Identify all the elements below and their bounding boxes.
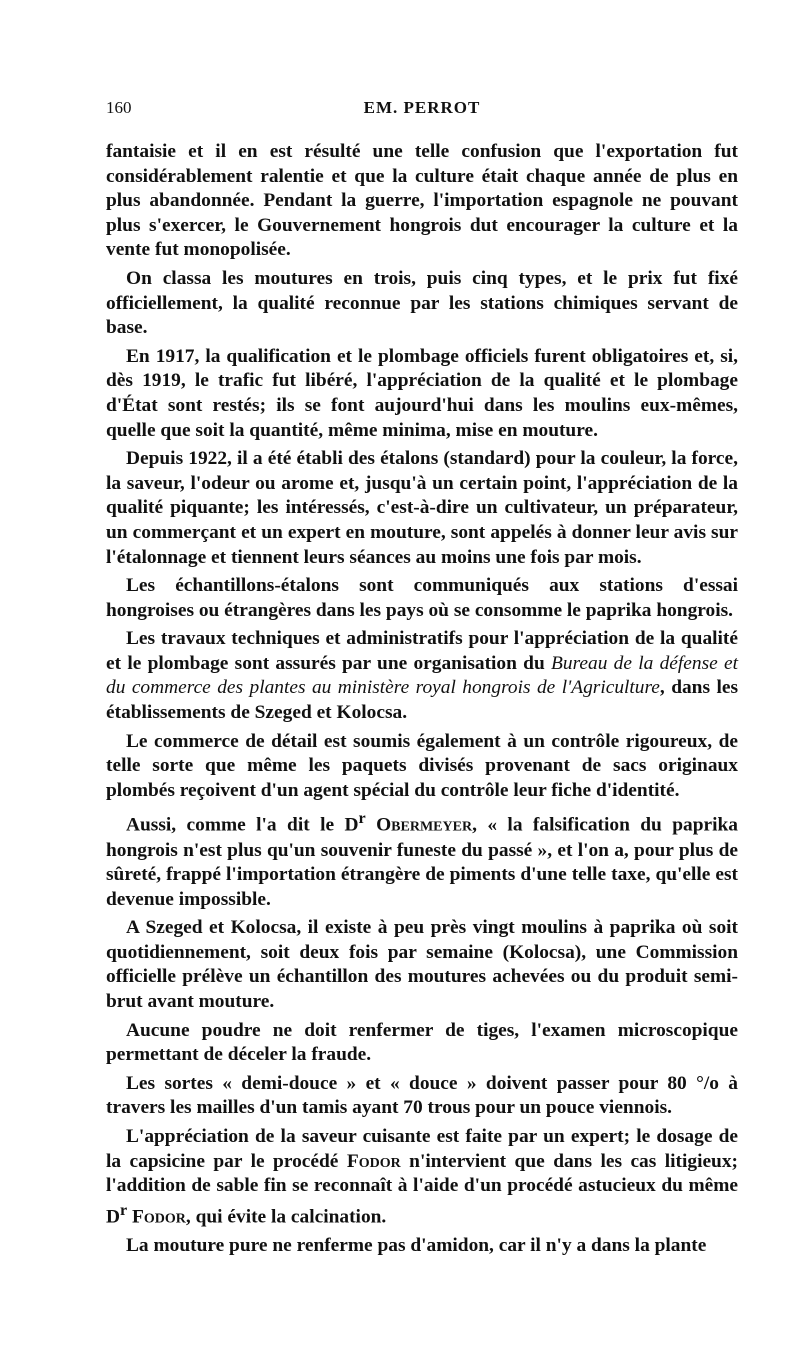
paragraph-9: A Szeged et Kolocsa, il existe à peu près vingt moulins à paprika où soit quotidiennement, soit deux fois par semaine (Kolocsa), une Commission officielle prélève un échantillon des moutures achevées ou du produit semi-brut avant mouture. [106, 917, 738, 1013]
paragraph-12-text-b: n'intervient que dans les cas litigieux; l'addition de sable fin se reconnaît à l'aide d'un procédé astucieux du même D [106, 1150, 738, 1228]
author-name-fodor-2: Fodor [132, 1206, 186, 1228]
paragraph-6-italic: Bureau de la défense et du commerce des plantes au ministère royal hongrois de l'Agriculture [106, 652, 738, 699]
author-name-fodor-1: Fodor [346, 1150, 401, 1172]
paragraph-10: Aucune poudre ne doit renfermer de tiges, l'examen microscopique permettant de déceler la fraude. [106, 1019, 738, 1066]
body-text [106, 140, 738, 1258]
page-header [106, 98, 738, 122]
paragraph-2: On classa les moutures en trois, puis cinq types, et le prix fut fixé officiellement, la qualité reconnue par les stations chimiques servant de base. [106, 267, 738, 339]
paragraph-8-text-a: Aussi, comme l'a dit le D [126, 814, 359, 836]
paragraph-7: Le commerce de détail est soumis également à un contrôle rigoureux, de telle sorte que même les paquets divisés provenant de sacs originaux plombés reçoivent d'un agent spécial du contrôle leur fiche d'identité. [106, 730, 738, 801]
paragraph-11: Les sortes « demi-douce » et « douce » doivent passer pour 80 °/o à travers les mailles d'un tamis ayant 70 trous pour un pouce viennois. [106, 1072, 738, 1119]
paragraph-12-text-c: , qui évite la calcination. [185, 1206, 387, 1228]
running-head: EM. PERROT [363, 98, 481, 117]
paragraph-1: fantaisie et il en est résulté une telle confusion que l'exportation fut considérablement ralentie et que la culture était chaque année de plus en plus abandonnée. Pendant la guerre, l'importation espagnole ne pouvant plus s'exercer, le Gouvernement hongrois dut encourager la culture et la vente fut monopolisée. [106, 141, 738, 261]
paragraph-6 [106, 627, 738, 725]
paragraph-12-superscript: r [120, 1201, 128, 1219]
paragraph-4: Depuis 1922, il a été établi des étalons (standard) pour la couleur, la force, la saveur, l'odeur ou arome et, jusqu'à un certain point, l'appréciation de la qualité piquante; les intéressés, c'est-à-dire un cultivateur, un préparateur, un commerçant et un expert en mouture, sont appelés à donner leur avis sur l'étalonnage et tiennent leurs séances au moins une fois par mois. [106, 448, 738, 568]
paragraph-8-text-b: , « la falsification du paprika hongrois n'est plus qu'un souvenir funeste du passé », et l'on a, pour plus de sûreté, frappé l'importation étrangère de piments d'une telle taxe, qu'elle est devenue impossible. [106, 814, 738, 910]
author-name-obermeyer: Obermeyer [376, 814, 473, 836]
paragraph-8 [106, 807, 738, 912]
paragraph-3: En 1917, la qualification et le plombage officiels furent obligatoires et, si, dès 1919, le trafic fut libéré, l'appréciation de la qualité et le plombage d'État sont restés; ils se font aujourd'hui dans les moulins eux-mêmes, quelle que soit la quantité, même minima, mise en mouture. [106, 345, 738, 441]
paragraph-12-text-a: L'appréciation de la saveur cuisante est faite par un expert; le dosage de la capsicine par le procédé [106, 1126, 738, 1172]
paragraph-6-text-a: Les travaux techniques et administratifs pour l'appréciation de la qualité et le plombage sont assurés par une organisation du [106, 628, 738, 674]
paragraph-12 [106, 1125, 738, 1230]
paragraph-5: Les échantillons-étalons sont communiqués aux stations d'essai hongroises ou étrangères dans les pays où se consomme le paprika hongrois. [106, 575, 738, 621]
paragraph-8-superscript: r [358, 810, 366, 828]
page-number: 160 [106, 98, 132, 117]
paragraph-6-text-b: , dans les établissements de Szeged et Kolocsa. [106, 677, 738, 724]
paragraph-13: La mouture pure ne renferme pas d'amidon, car il n'y a dans la plante [126, 1234, 707, 1256]
